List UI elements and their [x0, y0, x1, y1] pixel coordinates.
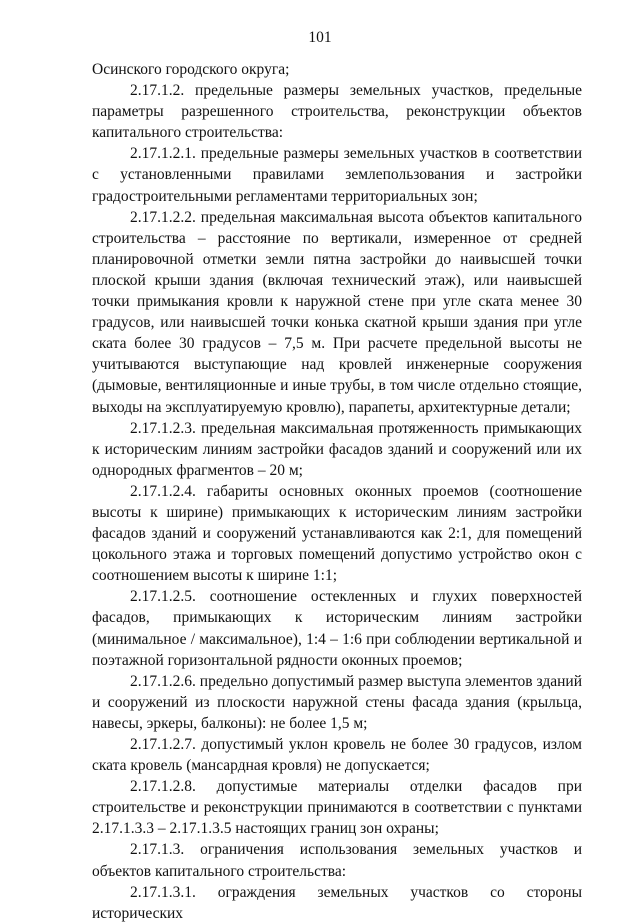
- page-number: 101: [308, 29, 332, 46]
- paragraph-2-17-1-2: 2.17.1.2. предельные размеры земельных участков, предельные параметры разрешенного строительства, реконструкции объектов капитального строительства:: [92, 82, 582, 142]
- paragraph-2-17-1-2-6: 2.17.1.2.6. предельно допустимый размер выступа элементов зданий и сооружений из плоскости наружной стены фасада здания (крыльца, навесы, эркеры, балконы): не более 1,5 м;: [92, 672, 582, 732]
- paragraph-2-17-1-2-3: 2.17.1.2.3. предельная максимальная протяженность примыкающих к историческим линиям застройки фасадов зданий и сооружений или их однородных фрагментов – 20 м;: [92, 419, 582, 479]
- paragraph-2-17-1-2-8: 2.17.1.2.8. допустимые материалы отделки фасадов при строительстве и реконструкции принимаются в соответствии с пунктами 2.17.1.3.3 – 2.17.1.3.5 настоящих границ зон охраны;: [92, 778, 582, 838]
- document-body: [92, 59, 582, 924]
- paragraph-2-17-1-3: 2.17.1.3. ограничения использования земельных участков и объектов капитального строительства:: [92, 841, 582, 880]
- paragraph-intro: Осинского городского округа;: [92, 61, 290, 78]
- paragraph-2-17-1-2-2: 2.17.1.2.2. предельная максимальная высота объектов капитального строительства – расстояние по вертикали, измеренное от средней планировочной отметки земли пятна застройки до наивысшей точки плоской крыши здания (включая технический этаж), или наивысшей точки примыкания кровли к наружной стене при угле ската менее 30 градусов, или наивысшей точки конька скатной крыши здания при угле ската более 30 градусов – 7,5 м. При расчете предельной высоты не учитываются выступающие над кровлей инженерные сооружения (дымовые, вентиляционные и иные трубы, в том числе отдельно стоящие, выходы на эксплуатируемую кровлю), парапеты, архитектурные детали;: [92, 208, 582, 416]
- paragraph-2-17-1-2-1: 2.17.1.2.1. предельные размеры земельных участков в соответствии с установленными правилами землепользования и застройки градостроительными регламентами территориальных зон;: [92, 145, 582, 205]
- paragraph-2-17-1-2-7: 2.17.1.2.7. допустимый уклон кровель не более 30 градусов, излом ската кровель (мансардная кровля) не допускается;: [92, 736, 582, 775]
- paragraph-2-17-1-2-4: 2.17.1.2.4. габариты основных оконных проемов (соотношение высоты к ширине) примыкающих к историческим линиям застройки фасадов зданий и сооружений устанавливаются как 2:1, для помещений цокольного этажа и торговых помещений допустимо устройство окон с соотношением высоты к ширине 1:1;: [92, 482, 582, 585]
- paragraph-2-17-1-3-1: 2.17.1.3.1. ограждения земельных участков со стороны исторических: [92, 883, 582, 922]
- paragraph-2-17-1-2-5: 2.17.1.2.5. соотношение остекленных и глухих поверхностей фасадов, примыкающих к историческим линиям застройки (минимальное / максимальное), 1:4 – 1:6 при соблюдении вертикальной и поэтажной горизонтальной рядности оконных проемов;: [92, 588, 582, 669]
